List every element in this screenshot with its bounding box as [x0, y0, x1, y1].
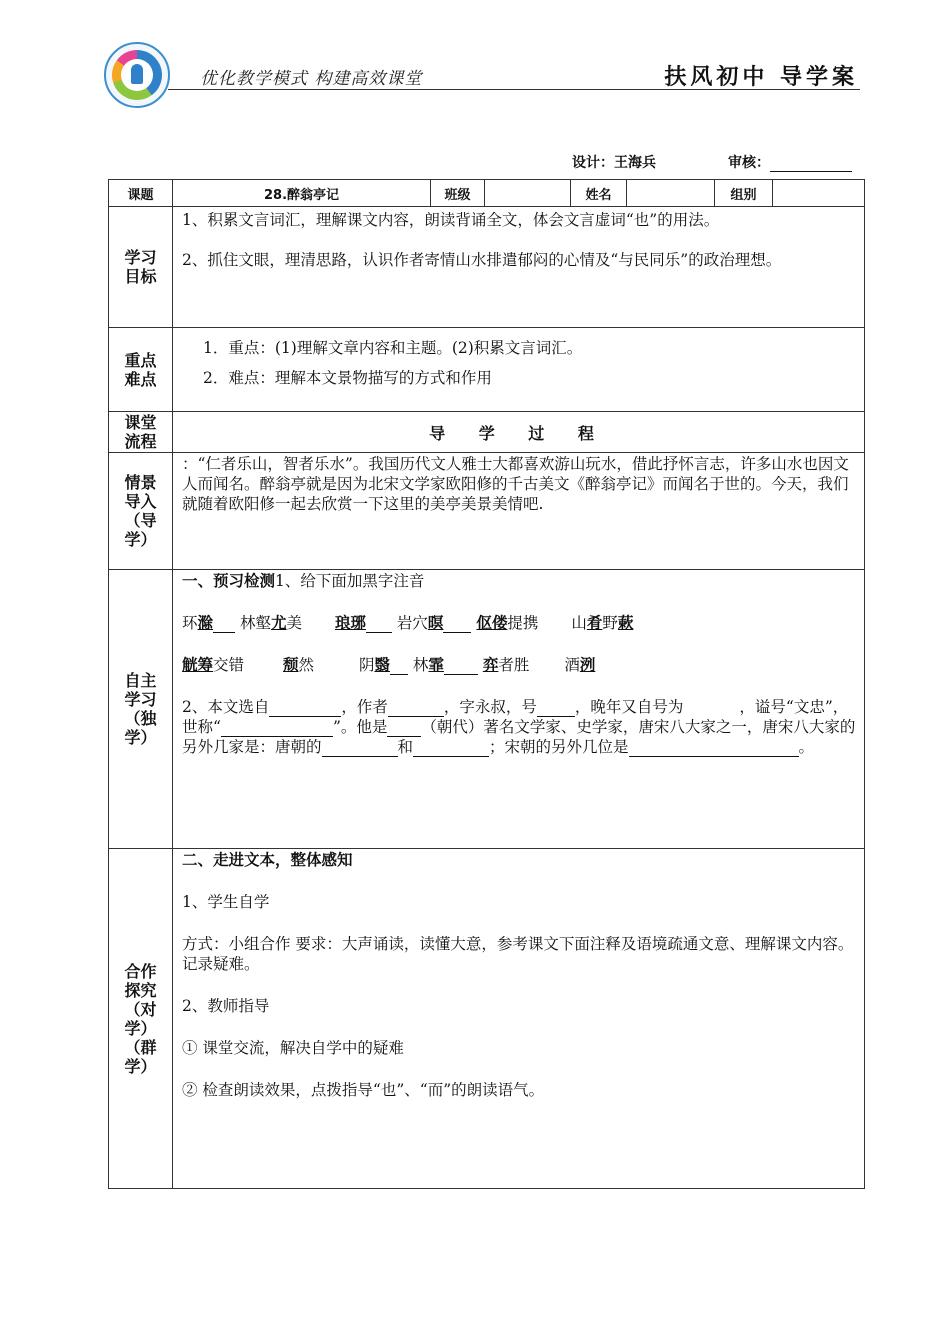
cooperation-section-title: 二、走进文本，整体感知: [182, 851, 353, 869]
phonetic-row-1: 环滁 林壑尤美 琅琊 岩穴暝 伛偻提携 山肴野蔌: [182, 613, 634, 632]
school-logo-icon: [104, 42, 170, 108]
group-field[interactable]: [773, 180, 865, 207]
late-hao-blank[interactable]: [683, 701, 739, 717]
objectives-row: [109, 207, 865, 328]
header-divider: [168, 89, 860, 90]
tang-blank-1[interactable]: [322, 740, 398, 757]
topic-label: 课题: [109, 180, 173, 207]
reviewer-blank[interactable]: [770, 157, 852, 172]
intro-text: ：“仁者乐山，智者乐水”。我国历代文人雅士大都喜欢游山玩水，借此抒怀言志，许多山水也因文人而闻名。醉翁亭就是因为北宋文学家欧阳修的千古美文《醉翁亭记》而闻名于世的。今天，我们就随着欧阳修一起去欣赏一下这里的美亭美景美情吧.: [182, 455, 849, 513]
intro-label: 情景导入（导学）: [124, 473, 157, 549]
name-field[interactable]: [627, 180, 715, 207]
method-text: 方式：小组合作 要求：大声诵读，读懂大意，参考课文下面注释及语境疏通文意、理解课文内容。记录疑难。: [182, 935, 854, 973]
self-study-label: 自主学习（独学）: [124, 671, 157, 747]
process-heading: 导 学 过 程: [173, 412, 865, 453]
tang-blank-2[interactable]: [413, 740, 489, 757]
school-title: 扶风初中 导学案: [664, 65, 858, 90]
author-blank[interactable]: [388, 700, 444, 717]
designer: 设计：王海兵: [572, 155, 656, 171]
self-study-row: [109, 570, 865, 849]
step-2: 2、教师指导: [182, 997, 270, 1015]
self-study-task1: 1、给下面加黑字注音: [275, 572, 425, 590]
guide-point-2: ② 检查朗读效果，点拨指导“也”、“而”的朗读语气。: [182, 1081, 545, 1099]
objective-item: 1、积累文言词汇，理解课文内容，朗读背诵全文，体会文言虚词“也”的用法。: [182, 211, 720, 229]
page-header: [0, 0, 950, 110]
process-row: [109, 412, 865, 453]
key-points-row: [109, 328, 865, 412]
key-point-item: 2．难点：理解本文景物描写的方式和作用: [203, 369, 492, 387]
reviewer: [728, 152, 852, 172]
hao-blank[interactable]: [537, 700, 575, 717]
dynasty-blank[interactable]: [387, 720, 421, 737]
objectives-label: 学习目标: [124, 248, 157, 286]
objective-item: 2、抓住文眼，理清思路，认识作者寄情山水排遣郁闷的心情及“与民同乐”的政治理想。: [182, 251, 782, 269]
author-fill-in: 2、本文选自 ，作者 ，字永叔，号 ，晚年又自号为 ，谥号“文忠”，世称“ ”。他是 （朝代）著名文学家、史学家，唐宋八大家之一，唐宋八大家的另外几家是：唐朝的 和 ；宋朝的另外几位是 。: [182, 698, 856, 756]
source-blank[interactable]: [269, 700, 341, 717]
group-label: 组别: [715, 180, 773, 207]
key-point-item: 1．重点：(1)理解文章内容和主题。(2)积累文言词汇。: [203, 339, 583, 357]
info-row: [109, 180, 865, 207]
cooperation-row: [109, 849, 865, 1189]
cooperation-label: 合作探究（对学）（群学）: [124, 961, 157, 1076]
song-blank[interactable]: [629, 740, 799, 757]
topic-value: 28.醉翁亭记: [173, 180, 431, 207]
class-field[interactable]: [485, 180, 571, 207]
phonetic-row-2: 觥筹交错 颓然 阴翳 林霏 弈者胜 酒洌: [182, 655, 596, 674]
class-label: 班级: [431, 180, 485, 207]
guide-point-1: ① 课堂交流，解决自学中的疑难: [182, 1039, 404, 1057]
motto: 优化教学模式 构建高效课堂: [200, 69, 423, 89]
title-blank[interactable]: [221, 720, 333, 737]
name-label: 姓名: [571, 180, 627, 207]
intro-row: [109, 453, 865, 570]
self-study-section-title: 一、预习检测: [182, 572, 276, 590]
step-1: 1、学生自学: [182, 893, 270, 911]
key-points-label: 重点难点: [124, 350, 157, 389]
reviewer-label: 审核：: [728, 155, 770, 171]
study-plan-table: [108, 179, 865, 1189]
process-label: 课堂流程: [124, 413, 157, 451]
